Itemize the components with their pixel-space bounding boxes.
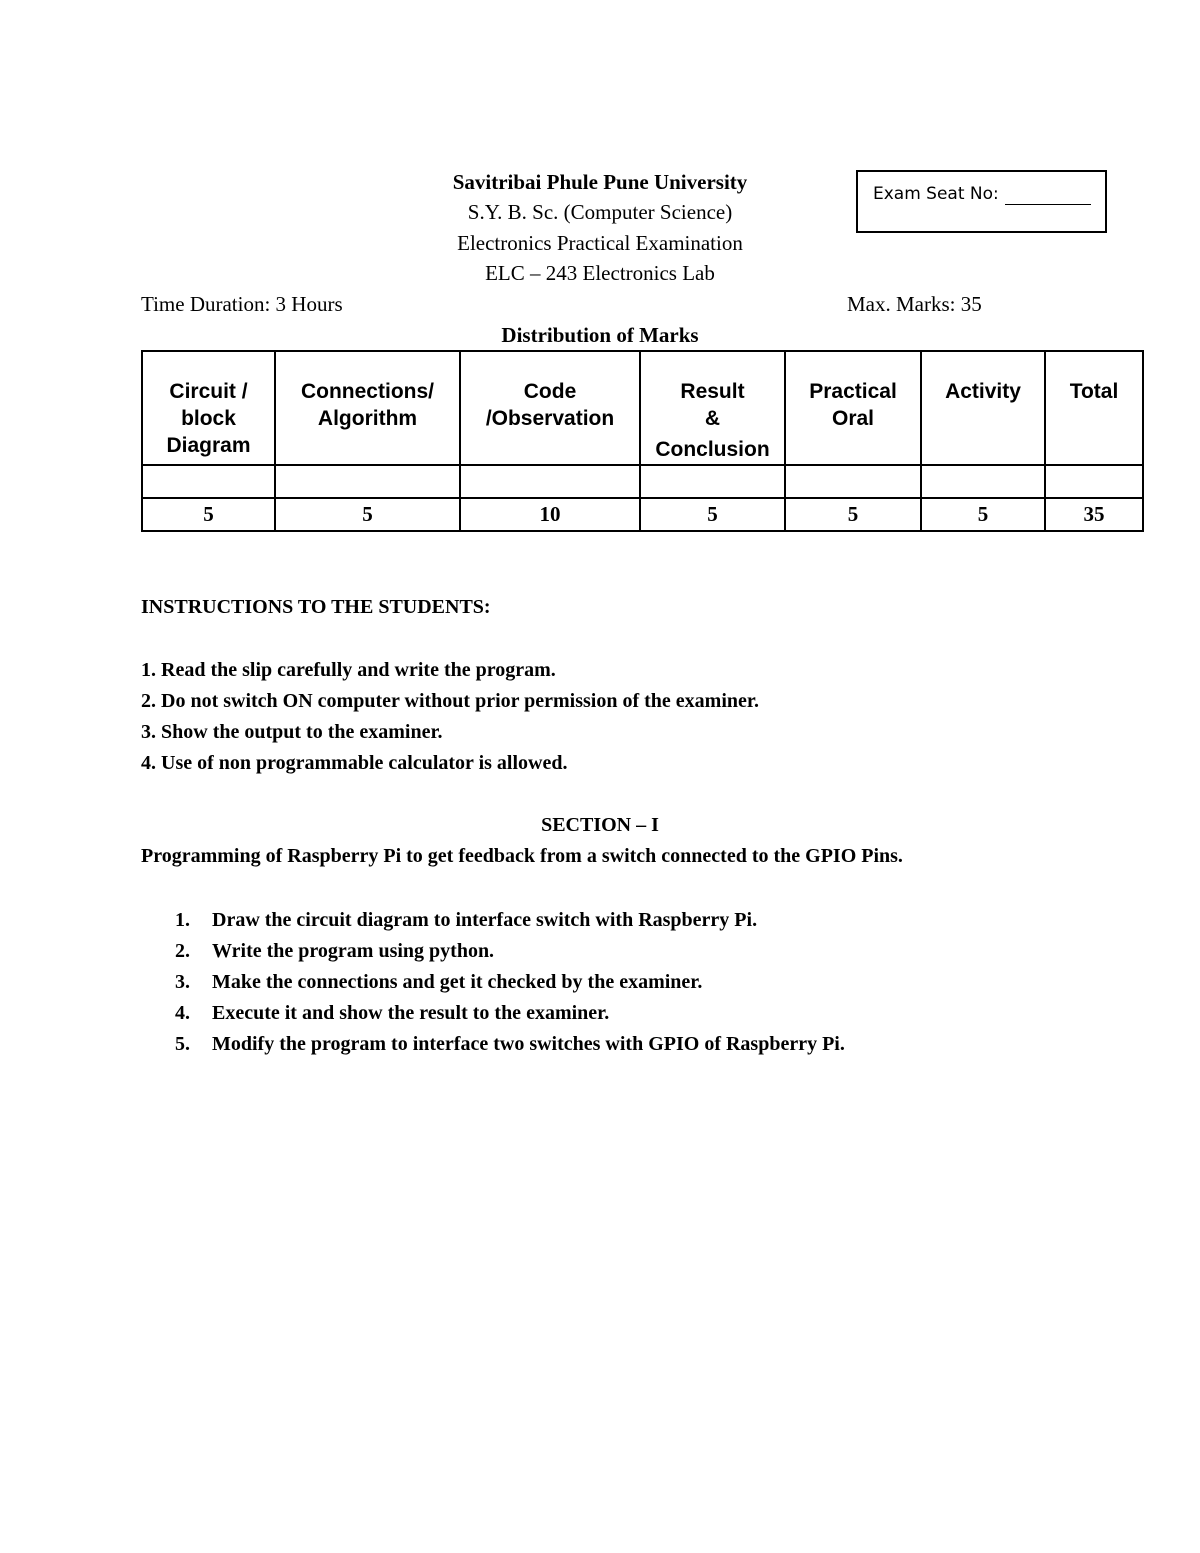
- header-line: Conclusion: [655, 438, 770, 461]
- question-text: Write the program using python.: [212, 940, 495, 962]
- header-line: /Observation: [485, 407, 615, 430]
- marks-value-cell: 10: [460, 498, 640, 531]
- marks-value-cell: 35: [1045, 498, 1143, 531]
- university-name: Savitribai Phule Pune University: [452, 170, 748, 194]
- marks-value-cell: 5: [640, 498, 785, 531]
- header-line: Result: [680, 380, 745, 403]
- instruction-item: 4. Use of non programmable calculator is allowed.: [141, 752, 568, 774]
- header-code: [460, 351, 640, 465]
- header-result: [640, 351, 785, 465]
- exam-name: Electronics Practical Examination: [457, 231, 743, 255]
- marks-entry-cell[interactable]: [921, 465, 1045, 498]
- question-number: 5.: [175, 1033, 190, 1055]
- course-name: S.Y. B. Sc. (Computer Science): [467, 200, 733, 224]
- question-text: Make the connections and get it checked by the examiner.: [212, 971, 703, 993]
- question-text: Draw the circuit diagram to interface switch with Raspberry Pi.: [212, 909, 758, 931]
- marks-entry-cell[interactable]: [1045, 465, 1143, 498]
- header-circuit: [142, 351, 275, 465]
- question-number: 1.: [175, 909, 190, 931]
- distribution-title: Distribution of Marks: [501, 323, 699, 347]
- header-line: &: [704, 407, 721, 430]
- marks-value-cell: 5: [142, 498, 275, 531]
- question-number: 4.: [175, 1002, 190, 1024]
- marks-entry-cell[interactable]: [785, 465, 921, 498]
- header-line: Code: [523, 380, 577, 403]
- header-line: block: [181, 407, 236, 430]
- header-line: Connections/: [300, 380, 434, 403]
- marks-entry-cell[interactable]: [142, 465, 275, 498]
- question-item: [175, 908, 845, 939]
- instruction-item: 3. Show the output to the examiner.: [141, 721, 443, 743]
- question-number: 3.: [175, 971, 190, 993]
- header-line: Oral: [831, 407, 875, 430]
- marks-entry-cell[interactable]: [275, 465, 460, 498]
- question-item: [175, 970, 845, 1001]
- marks-value-cell: 5: [921, 498, 1045, 531]
- question-list: [175, 908, 845, 1063]
- header-line: Practical: [809, 380, 897, 403]
- question-item: [175, 1001, 845, 1032]
- exam-seat-label: Exam Seat No:: [873, 184, 999, 204]
- marks-header-row: [142, 351, 1143, 465]
- header-line: Circuit /: [169, 380, 248, 403]
- question-text: Modify the program to interface two switches with GPIO of Raspberry Pi.: [212, 1033, 845, 1055]
- question-item: [175, 1032, 845, 1063]
- header-connections: [275, 351, 460, 465]
- marks-value-cell: 5: [275, 498, 460, 531]
- header-line: Activity: [945, 380, 1021, 403]
- question-text: Execute it and show the result to the examiner.: [212, 1002, 610, 1024]
- section-title: SECTION – I: [541, 814, 659, 836]
- question-item: [175, 939, 845, 970]
- max-marks: Max. Marks: 35: [847, 292, 982, 316]
- exam-seat-blank: [1005, 204, 1091, 205]
- instruction-item: 1. Read the slip carefully and write the program.: [141, 659, 556, 681]
- marks-entry-cell[interactable]: [460, 465, 640, 498]
- subject-code: ELC – 243 Electronics Lab: [485, 261, 715, 285]
- exam-seat-box: [856, 170, 1107, 233]
- header-line: Algorithm: [317, 407, 418, 430]
- marks-value-cell: 5: [785, 498, 921, 531]
- marks-entry-row: [142, 465, 1143, 498]
- marks-value-row: [142, 498, 1143, 531]
- section-description: Programming of Raspberry Pi to get feedback from a switch connected to the GPIO Pins.: [141, 845, 903, 867]
- header-line: Diagram: [166, 434, 251, 457]
- header-practical-oral: [785, 351, 921, 465]
- marks-table: [141, 350, 1144, 532]
- marks-entry-cell[interactable]: [640, 465, 785, 498]
- time-duration: Time Duration: 3 Hours: [141, 292, 343, 316]
- header-line: Total: [1069, 380, 1119, 403]
- instruction-item: 2. Do not switch ON computer without prior permission of the examiner.: [141, 690, 759, 712]
- question-number: 2.: [175, 940, 190, 962]
- instructions-list: [141, 658, 759, 782]
- header-total: [1045, 351, 1143, 465]
- header-activity: [921, 351, 1045, 465]
- instructions-title: INSTRUCTIONS TO THE STUDENTS:: [141, 596, 491, 618]
